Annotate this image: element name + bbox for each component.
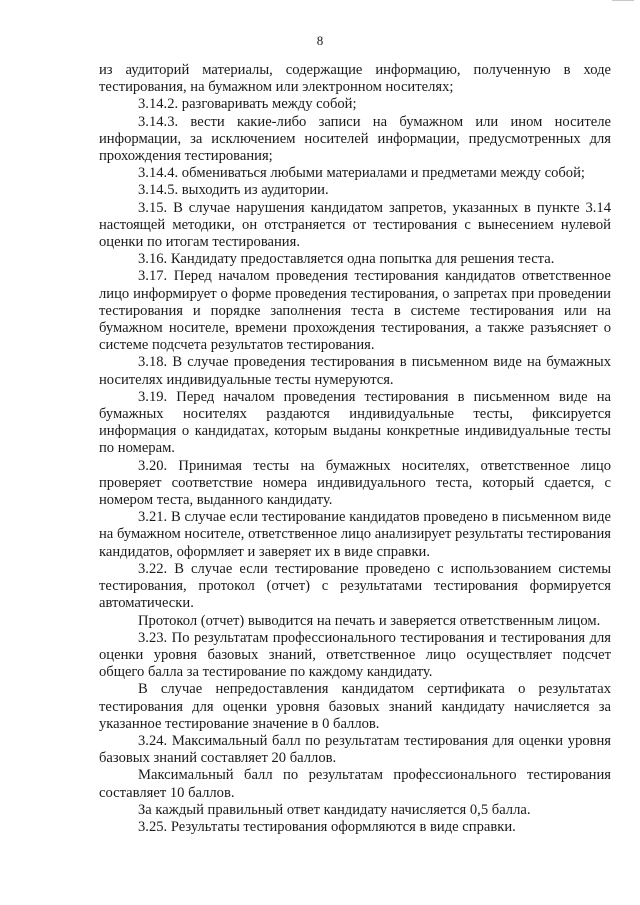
- paragraph: 3.22. В случае если тестирование проведено с использованием системы тестирования, протокол (отчет) с результатами тестирования формируется автоматически.: [99, 560, 611, 612]
- paragraph: 3.20. Принимая тесты на бумажных носителях, ответственное лицо проверяет соответствие номера индивидуального теста, который сдается, с номером теста, выданного кандидату.: [99, 457, 611, 509]
- paragraph: 3.21. В случае если тестирование кандидатов проведено в письменном виде на бумажном носителе, ответственное лицо анализирует результаты тестирования кандидатов, оформляет и заверяет их в виде справки.: [99, 509, 611, 560]
- page-number: 8: [316, 33, 324, 48]
- paragraph: 3.14.3. вести какие-либо записи на бумажном или ином носителе информации, за исключением носителей информации, предусмотренных для прохождения тестирования;: [99, 113, 611, 165]
- corner-scan-mark: [612, 0, 634, 4]
- paragraph: За каждый правильный ответ кандидату начисляется 0,5 балла.: [138, 801, 531, 818]
- paragraph: Протокол (отчет) выводится на печать и заверяется ответственным лицом.: [138, 612, 601, 629]
- paragraph: 3.24. Максимальный балл по результатам тестирования для оценки уровня базовых знаний составляет 20 баллов.: [99, 732, 611, 767]
- paragraph: Максимальный балл по результатам профессионального тестирования составляет 10 баллов.: [99, 767, 611, 801]
- paragraph: 3.14.5. выходить из аудитории.: [138, 182, 329, 199]
- paragraph: 3.17. Перед началом проведения тестирования кандидатов ответственное лицо информирует о форме проведения тестирования, о запретах при проведении тестирования и порядке заполнения теста в системе тестирования или на бумажном носителе, времени прохождения тестирования, а также разъясняет о системе подсчета результатов тестирования.: [99, 268, 611, 354]
- paragraph: из аудиторий материалы, содержащие информацию, полученную в ходе тестирования, на бумажном или электронном носителях;: [99, 62, 611, 96]
- paragraph: 3.14.2. разговаривать между собой;: [138, 96, 357, 113]
- paragraph: 3.15. В случае нарушения кандидатом запретов, указанных в пункте 3.14 настоящей методики, он отстраняется от тестирования с вынесением нулевой оценки по итогам тестирования.: [99, 199, 611, 251]
- paragraph: В случае непредоставления кандидатом сертификата о результатах тестирования для оценки уровня базовых знаний кандидату начисляется за указанное тестирование значение в 0 баллов.: [99, 681, 611, 732]
- paragraph: 3.14.4. обмениваться любыми материалами и предметами между собой;: [138, 165, 585, 182]
- paragraph: 3.19. Перед началом проведения тестирования в письменном виде на бумажных носителях раздаются индивидуальные тесты, фиксируется информация о кандидатах, которым выданы конкретные индивидуальные тесты по номерам.: [99, 388, 611, 457]
- paragraph: 3.25. Результаты тестирования оформляются в виде справки.: [138, 818, 516, 835]
- paragraph: 3.23. По результатам профессионального тестирования и тестирования для оценки уровня базовых знаний, ответственное лицо осуществляет подсчет общего балла за тестирование по каждому кандидату.: [99, 629, 611, 681]
- paragraph: 3.18. В случае проведения тестирования в письменном виде на бумажных носителях индивидуальные тесты нумеруются.: [99, 354, 611, 388]
- paragraph: 3.16. Кандидату предоставляется одна попытка для решения теста.: [138, 251, 555, 268]
- document-body: [99, 62, 611, 836]
